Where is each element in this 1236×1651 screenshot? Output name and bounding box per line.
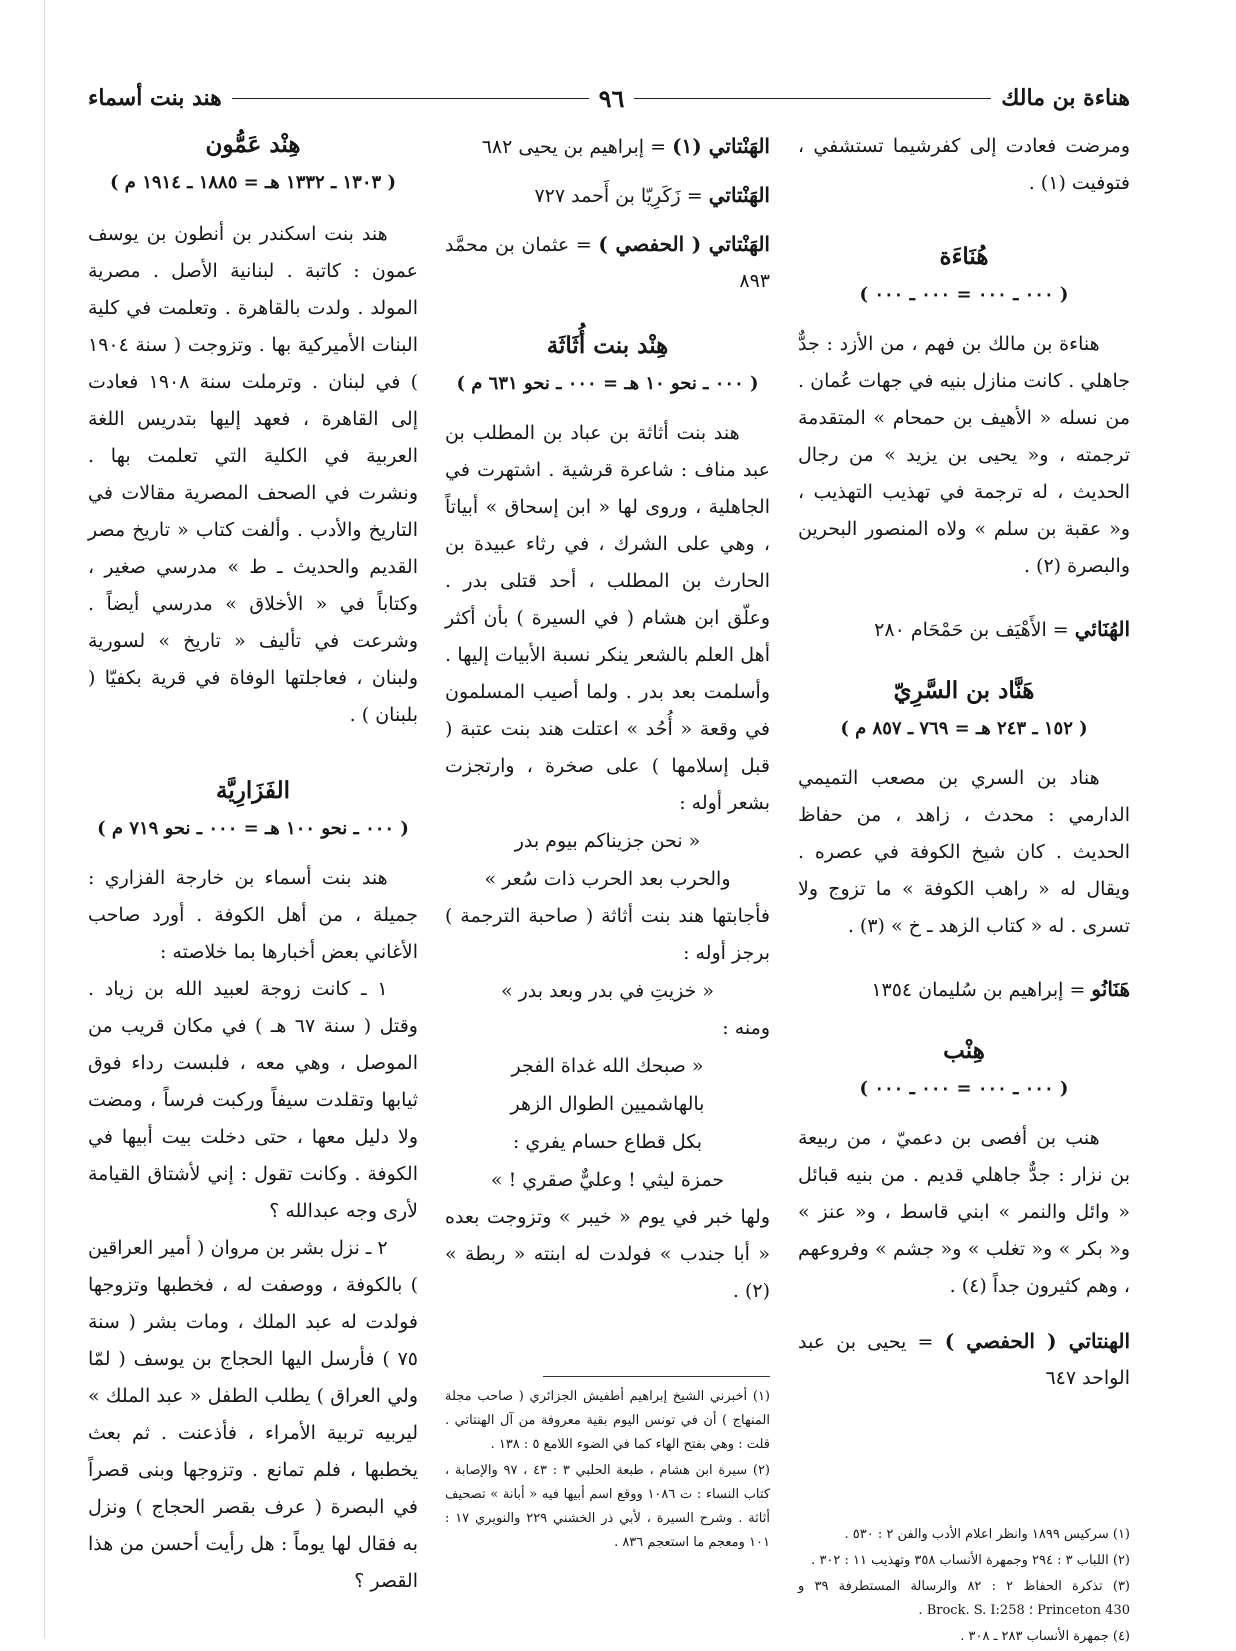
running-header bbox=[88, 78, 1130, 118]
xref-target: = إبراهيم بن سُليمان ١٣٥٤ bbox=[871, 979, 1086, 1001]
xref-name: الهَنْتاتي bbox=[708, 183, 770, 207]
footnote: (١) سركيس ١٨٩٩ وانظر اعلام الأدب والفن ٢ : ٥٣٠ . bbox=[844, 1527, 1130, 1542]
cross-reference-hintati-3 bbox=[445, 226, 770, 299]
entry-dates-hind-uthatha: ( ٠٠٠ ـ نحو ١٠ هـ = ٠٠٠ ـ نحو ٦٣١ م ) bbox=[456, 373, 759, 394]
entry-body-fazariyya-item-1: ١ ـ كانت زوجة لعبيد الله بن زياد . وقتل ( سنة ٦٧ هـ ) في مكان قريب من الموصل ، وهي معه ، فلبست رداء فوق ثيابها وتقلدت سيفاً وركبت فرساً ، ومضت ولا دليل معها ، حتى دخلت بيت أبيها في الكوفة . وكانت تقول : إني لأشتاق القيامة لأرى وجه عبدالله ؟ bbox=[88, 978, 418, 1222]
xref-name: هَنَانُو bbox=[1091, 977, 1130, 1001]
verse-line: والحرب بعد الحرب ذات سُعر » bbox=[484, 868, 731, 890]
verse-line: « صبحك الله غداة الفجر bbox=[511, 1055, 704, 1077]
xref-name: الهَنْتاتي ( الحفصي ) bbox=[598, 232, 770, 256]
header-rule-left bbox=[232, 98, 589, 99]
xref-target: = يحيى بن عبد الواحد ٦٤٧ bbox=[798, 1331, 1130, 1389]
entry-body-continued: فأجابتها هند بنت أثاثة ( صاحبة الترجمة ) برجز أوله : bbox=[445, 905, 770, 964]
poem-verse bbox=[455, 1047, 760, 1199]
entry-title-hind-uthatha: هِنْد بنت أُثَاثَة bbox=[546, 332, 669, 359]
cross-reference-hintati-1 bbox=[445, 128, 770, 165]
verse-line: « نحن جزيناكم بيوم بدر bbox=[514, 830, 701, 852]
footnote: (١) أخبرني الشيخ إبراهيم أطفيش الجزائري ( صاحب مجلة المنهاج ) أن في تونس اليوم بقية معروفة من آل الهنتاتي . قلت : وهي بفتح الهاء كما في الضوء اللامع ٥ : ١٣٨ . bbox=[445, 1389, 770, 1452]
cross-reference-hanano bbox=[798, 971, 1130, 1008]
entry-body-continued: ومنه : bbox=[722, 1017, 770, 1039]
footnote: (٣) تذكرة الحفاظ ٢ : ٨٢ والرسالة المستطرفة ٣٩ و Princeton 430 ؛ Brock. S. I:258 . bbox=[798, 1579, 1130, 1618]
verse-line: بالهاشميين الطوال الزهر bbox=[510, 1093, 705, 1115]
cross-reference-hunai bbox=[798, 611, 1130, 648]
header-rule-right bbox=[634, 98, 991, 99]
entry-body-hind-uthatha: هند بنت أثاثة بن عباد بن المطلب بن عبد مناف : شاعرة قرشية . اشتهرت في الجاهلية ، وروى لها « ابن إسحاق » أبياتاً ، وهي على الشرك ، في رثاء عبيدة بن الحارث بن المطلب ، أحد قتلى بدر . وعلّق ابن هشام ( في السيرة ) بأن أكثر أهل العلم بالشعر ينكر نسبة الأبيات إليها . وأسلمت بعد بدر . ولما أصيب المسلمون في وقعة « أُحُد » اعتلت هند بنت عتبة ( قبل إسلامها ) على صخرة ، وارتجزت بشعر أوله : bbox=[445, 422, 770, 814]
entry-body-hanb: هنب بن أفصى بن دعميّ ، من ربيعة بن نزار : جدٌّ جاهلي قديم . من بنيه قبائل « وائل والنمر » ابني قاسط ، و« عنز » و« بكر » و« تغلب » و« جشم » وفروعهم ، وهم كثيرون جداً (٤) . bbox=[798, 1127, 1130, 1297]
footnotes-right bbox=[798, 1523, 1130, 1651]
footnote: (٢) سيرة ابن هشام ، طبعة الحلبي ٣ : ٤٣ ، ٩٧ والإصابة ، كتاب النساء : ت ١٠٨٦ ووقع اسم أبيها فيه « أبانة » تصحيف أثاثة . وشرح السيرة ، لأبي ذر الخشني ٢٢٩ والنويري ١٧ : ١٠١ ومعجم ما استعجم ٨٣٦ . bbox=[445, 1463, 771, 1550]
entry-body-fazariyya-item-2: ٢ ـ نزل بشر بن مروان ( أمير العراقين ) بالكوفة ، ووصفت له ، فخطبها وتزوجها فولدت له عبد الملك ، ومات بشر ( سنة ٧٥ ) فأرسل اليها الحجاج بن يوسف ( لمّا ولي العراق ) يطلب الطفل « عبد الملك » ليربيه تربية الأمراء ، فأذعنت . ثم بعث يخطبها ، فلم تمانع . وتزوجها وبنى قصراً في البصرة ( عرف بقصر الحجاج ) ونزل به فقال لها يوماً : هل رأيت أحسن من هذا القصر ؟ bbox=[88, 1237, 418, 1592]
page-number: ٩٦ bbox=[598, 83, 625, 113]
header-left-title: هند بنت أسماء bbox=[88, 85, 222, 111]
entry-dates-hind-ammoun: ( ١٣٠٣ ـ ١٣٣٢ هـ = ١٨٨٥ ـ ١٩١٤ م ) bbox=[110, 172, 396, 193]
poem-verse bbox=[455, 972, 760, 1010]
footnote: (٤) جمهرة الأنساب ٢٨٣ ـ ٣٠٨ . bbox=[960, 1629, 1130, 1644]
entry-dates-hannad: ( ١٥٢ ـ ٢٤٣ هـ = ٧٦٩ ـ ٨٥٧ م ) bbox=[840, 718, 1088, 739]
entry-dates-fazariyya: ( ٠٠٠ ـ نحو ١٠٠ هـ = ٠٠٠ ـ نحو ٧١٩ م ) bbox=[97, 818, 409, 839]
xref-target: = زَكَرِيّا بن أَحمد ٧٢٧ bbox=[534, 185, 703, 207]
xref-name: الهنتاتي ( الحفصي ) bbox=[944, 1329, 1130, 1353]
entry-title-hanb: هِنْب bbox=[943, 1037, 985, 1064]
verse-line: بكل قطاع حسام يفري : bbox=[512, 1131, 703, 1153]
entry-dates-hunaa: ( ٠٠٠ ـ ٠٠٠ = ٠٠٠ ـ ٠٠٠ ) bbox=[859, 284, 1069, 305]
page-edge-shadow bbox=[44, 0, 45, 1638]
footnote-rule bbox=[543, 1376, 771, 1377]
footnotes-middle bbox=[445, 1360, 770, 1557]
entry-title-hannad: هَنَّاد بن السَّرِيّ bbox=[893, 677, 1035, 704]
entry-title-hind-ammoun: هِنْد عَمُّون bbox=[205, 131, 301, 158]
poem-verse bbox=[455, 822, 760, 898]
entry-body-fazariyya: هند بنت أسماء بن خارجة الفزاري : جميلة ، من أهل الكوفة . أورد صاحب الأغاني بعض أخبارها بما خلاصته : bbox=[88, 867, 418, 963]
header-right-title: هناءة بن مالك bbox=[1001, 85, 1130, 111]
entry-body-hunaa: هناءة بن مالك بن فهم ، من الأزد : جدٌّ جاهلي . كانت منازل بنيه في جهات عُمان . من نسله « الأهيف بن حمحام » المتقدمة ترجمته ، و« يحيى بن يزيد » من رجال الحديث ، له ترجمة في تهذيب التهذيب ، و« عقبة بن سلم » ولاه المنصور البحرين والبصرة (٢) . bbox=[798, 333, 1130, 577]
right-column bbox=[798, 128, 1130, 1644]
xref-name: الهَنْتاتي (١) bbox=[672, 134, 770, 158]
continued-paragraph: ومرضت فعادت إلى كفرشيما تستشفي ، فتوفيت (١) . bbox=[798, 135, 1130, 194]
verse-line: « خزيتِ في بدر وبعد بدر » bbox=[500, 980, 715, 1002]
entry-body-hind-ammoun: هند بنت اسكندر بن أنطون بن يوسف عمون : كاتبة . لبنانية الأصل . مصرية المولد . ولدت بالقاهرة . وتعلمت في كلية البنات الأميركية بها . وتزوجت ( سنة ١٩٠٤ ) في لبنان . وترملت سنة ١٩٠٨ فعادت إلى القاهرة ، فعهد إليها بتدريس اللغة العربية في الكلية التي تعلمت بها . ونشرت في الصحف المصرية مقالات في التاريخ والأدب . وألفت كتاب « تاريخ مصر القديم والحديث ـ ط » مدرسي صغير ، وكتاباً في « الأخلاق » مدرسي أيضاً . وشرعت في تأليف « تاريخ » لسورية ولبنان ، فعاجلتها الوفاة في قرية بكفيّا ( بلبنان ) . bbox=[88, 223, 418, 726]
middle-column bbox=[445, 128, 770, 1618]
entry-title-hunaa: هُنَاءَة bbox=[939, 243, 989, 270]
xref-target: = عثمان بن محمَّد ٨٩٣ bbox=[445, 234, 770, 292]
xref-target: = الأَهْيَف بن حَمْحَام ٢٨٠ bbox=[874, 619, 1069, 641]
entry-title-fazariyya: الفَزَارِيَّة bbox=[216, 777, 290, 804]
left-column bbox=[88, 128, 418, 1618]
cross-reference-hintati-2 bbox=[445, 177, 770, 214]
verse-line: حمزة ليثي ! وعليٌّ صقري ! » bbox=[490, 1169, 725, 1191]
footnote: (٢) اللباب ٣ : ٢٩٤ وجمهرة الأنساب ٣٥٨ وتهذيب ١١ : ٣٠٢ . bbox=[811, 1553, 1130, 1568]
entry-body-continued: ولها خبر في يوم « خيبر » وتزوجت بعده « أبا جندب » فولدت له ابنته « ربطة » (٢) . bbox=[445, 1206, 770, 1302]
xref-target: = إبراهيم بن يحيى ٦٨٢ bbox=[481, 136, 667, 158]
entry-dates-hanb: ( ٠٠٠ ـ ٠٠٠ = ٠٠٠ ـ ٠٠٠ ) bbox=[859, 1078, 1069, 1099]
entry-body-hannad: هناد بن السري بن مصعب التميمي الدارمي : محدث ، زاهد ، من حفاظ الحديث . كان شيخ الكوفة في عصره . ويقال له « راهب الكوفة » ما تزوج ولا تسرى . له « كتاب الزهد ـ خ » (٣) . bbox=[798, 767, 1130, 937]
cross-reference-hintati bbox=[798, 1323, 1130, 1396]
xref-name: الهُنَائي bbox=[1074, 617, 1130, 641]
